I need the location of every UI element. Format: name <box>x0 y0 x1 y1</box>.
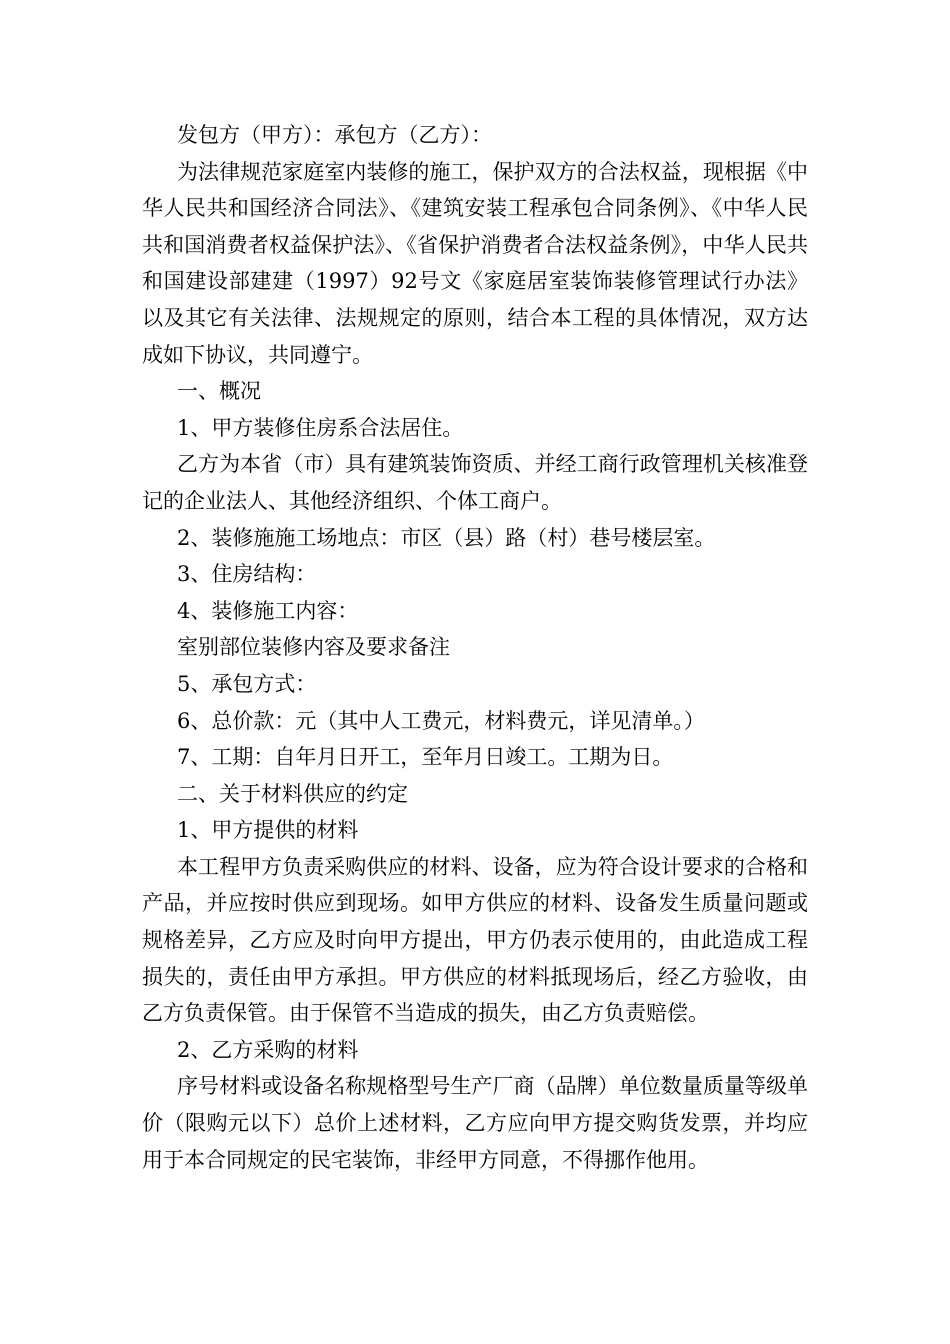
clause-4-work-content: 4、装修施工内容： <box>177 598 359 623</box>
clause-2-site-location: 2、装修施施工场地点：市区（县）路（村）巷号楼层室。 <box>177 525 716 550</box>
work-content-table-header: 室别部位装修内容及要求备注 <box>177 635 450 660</box>
clause-3-structure: 3、住房结构： <box>177 562 317 587</box>
clause-7-schedule: 7、工期：自年月日开工，至年月日竣工。工期为日。 <box>177 745 674 770</box>
clause-5-contract-method: 5、承包方式： <box>177 671 317 696</box>
section-heading-overview: 一、概况 <box>177 379 261 404</box>
document-body <box>142 117 808 1178</box>
parties-line: 发包方（甲方）：承包方（乙方）： <box>177 123 492 147</box>
clause-1-housing: 1、甲方装修住房系合法居住。 <box>177 415 464 440</box>
subsection-party-b-materials: 2、乙方采购的材料 <box>177 1037 359 1062</box>
preamble-paragraph: 为法律规范家庭室内装修的施工，保护双方的合法权益，现根据《中华人民共和国经济合同法》、《建筑安装工程承包合同条例》、《中华人民共和国消费者权益保护法》、《省保护消费者合法权益条例》，中华人民共和国建设部建建（1997）92号文《家庭居室装饰装修管理试行办法》以及其它有关法律、法规规定的原则，结合本工程的具体情况，双方达成如下协议，共同遵宁。 <box>142 159 808 367</box>
contractor-qualification-paragraph: 乙方为本省（市）具有建筑装饰资质、并经工商行政管理机关核准登记的企业法人、其他经济组织、个体工商户。 <box>142 452 808 513</box>
subsection-party-a-materials: 1、甲方提供的材料 <box>177 818 359 843</box>
clause-6-total-price: 6、总价款：元（其中人工费元，材料费元，详见清单。） <box>177 708 705 733</box>
party-a-materials-paragraph: 本工程甲方负责采购供应的材料、设备，应为符合设计要求的合格和产品，并应按时供应到现场。如甲方供应的材料、设备发生质量问题或规格差异，乙方应及时向甲方提出，甲方仍表示使用的，由此造成工程损失的，责任由甲方承担。甲方供应的材料抵现场后，经乙方验收，由乙方负责保管。由于保管不当造成的损失，由乙方负责赔偿。 <box>142 854 808 1026</box>
section-heading-materials: 二、关于材料供应的约定 <box>177 781 408 806</box>
party-b-materials-paragraph: 序号材料或设备名称规格型号生产厂商（品牌）单位数量质量等级单价（限购元以下）总价上述材料，乙方应向甲方提交购货发票，并均应用于本合同规定的民宅装饰，非经甲方同意，不得挪作他用。 <box>142 1074 808 1172</box>
